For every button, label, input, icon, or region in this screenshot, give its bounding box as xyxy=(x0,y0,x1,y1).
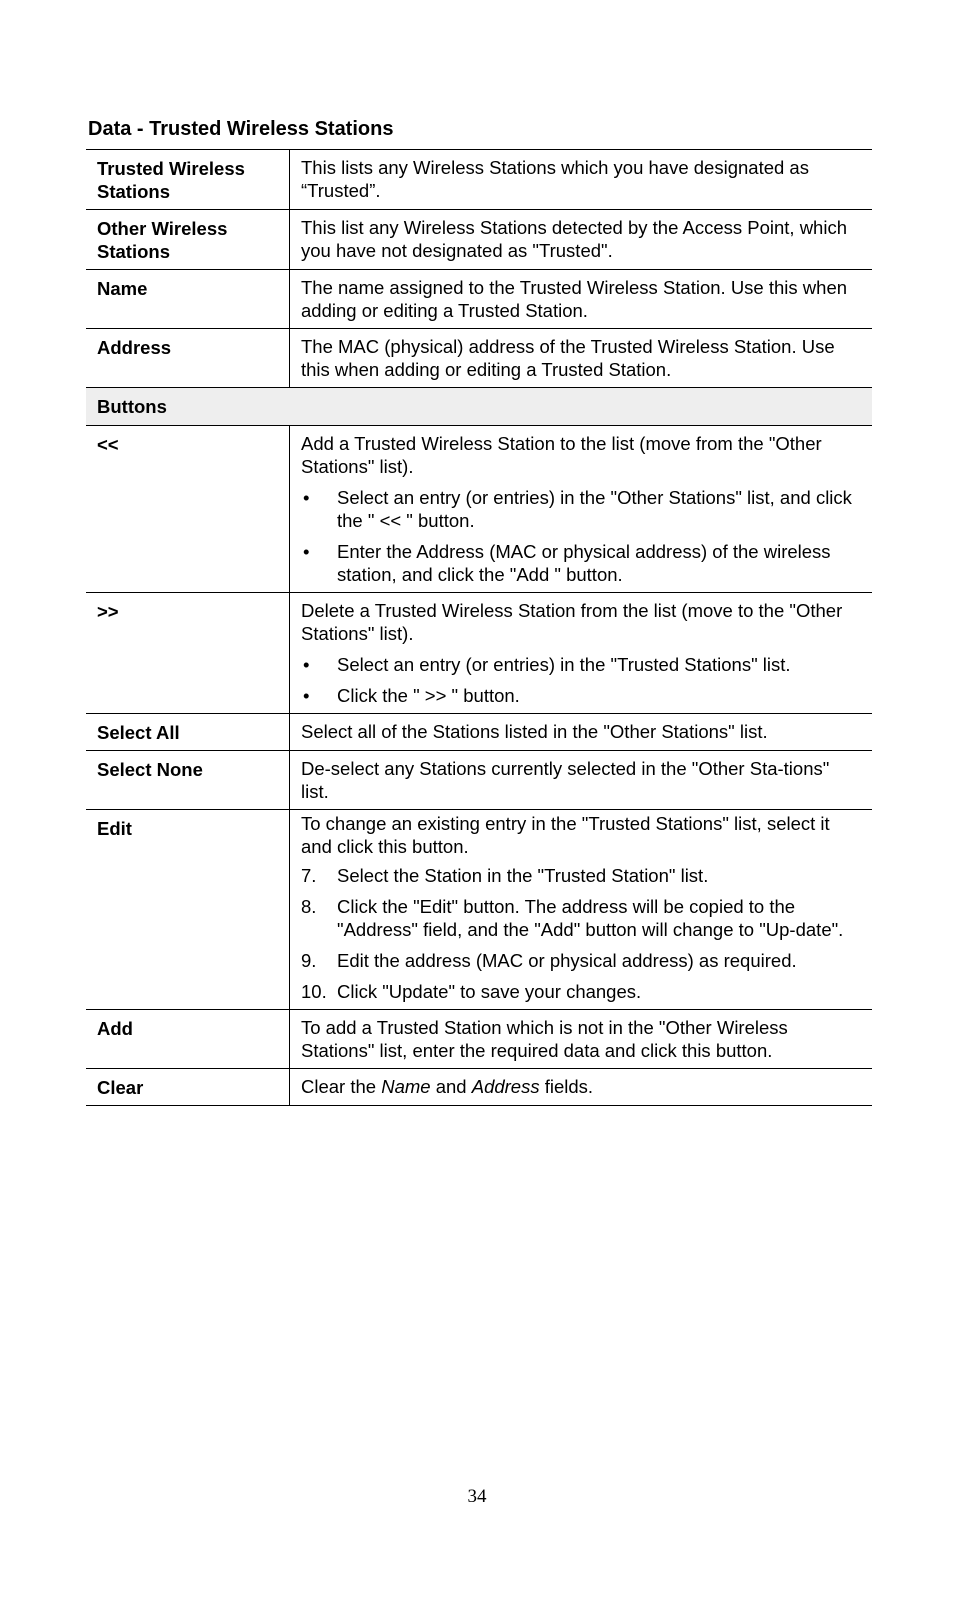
bullet-list xyxy=(301,486,858,586)
table-row xyxy=(86,210,872,270)
desc-clear xyxy=(290,1069,873,1106)
list-item-text: Select an entry (or entries) in the "Other Stations" list, and click the " << " button. xyxy=(337,487,852,531)
desc-trusted-wireless-stations: This lists any Wireless Stations which you have designated as “Trusted”. xyxy=(290,150,873,210)
list-item xyxy=(301,486,858,532)
clear-text-after: fields. xyxy=(539,1076,594,1097)
list-item-text: Select an entry (or entries) in the "Trusted Stations" list. xyxy=(337,654,791,675)
term-add-to-trusted: << xyxy=(86,426,290,593)
table-row xyxy=(86,714,872,751)
desc-select-all: Select all of the Stations listed in the "Other Stations" list. xyxy=(290,714,873,751)
list-item-text: Click the " >> " button. xyxy=(337,685,520,706)
term-select-all: Select All xyxy=(86,714,290,751)
desc-intro: Delete a Trusted Wireless Station from the list (move to the "Other Stations" list). xyxy=(301,600,843,644)
step-number: 9. xyxy=(301,950,317,971)
term-select-none: Select None xyxy=(86,751,290,810)
clear-text-before: Clear the xyxy=(301,1076,382,1097)
desc-edit xyxy=(290,810,873,1010)
clear-address-word: Address xyxy=(471,1076,540,1097)
list-item-text: Select the Station in the "Trusted Station" list. xyxy=(337,865,709,886)
table-row xyxy=(86,150,872,210)
list-item-text: Click the "Edit" button. The address will be copied to the "Address" field, and the "Add" button will change to "Up-date". xyxy=(337,896,844,940)
section-title: Buttons xyxy=(86,388,872,426)
table-row xyxy=(86,751,872,810)
list-item-text: Click "Update" to save your changes. xyxy=(337,981,642,1002)
list-item-text: Enter the Address (MAC or physical address) of the wireless station, and click the "Add " button. xyxy=(337,541,831,585)
page-heading: Data - Trusted Wireless Stations xyxy=(88,118,394,140)
desc-intro: Add a Trusted Wireless Station to the list (move from the "Other Stations" list). xyxy=(301,433,822,477)
clear-text-and: and xyxy=(430,1076,472,1097)
list-item-text: Edit the address (MAC or physical address) as required. xyxy=(337,950,797,971)
term-clear: Clear xyxy=(86,1069,290,1106)
list-item xyxy=(301,895,858,941)
list-item xyxy=(301,980,858,1003)
step-number: 10. xyxy=(301,981,327,1002)
bullet-mark: • xyxy=(303,541,310,562)
list-item xyxy=(301,949,858,972)
table-row xyxy=(86,1010,872,1069)
bullet-list xyxy=(301,653,858,707)
list-item xyxy=(301,653,858,676)
step-number: 8. xyxy=(301,896,317,917)
desc-add-to-trusted xyxy=(290,426,873,593)
definitions-table xyxy=(86,149,872,1106)
bullet-mark: • xyxy=(303,487,310,508)
list-item xyxy=(301,540,858,586)
table-row xyxy=(86,1069,872,1106)
desc-remove-from-trusted xyxy=(290,593,873,714)
bullet-mark: • xyxy=(303,654,310,675)
term-trusted-wireless-stations: Trusted Wireless Stations xyxy=(86,150,290,210)
term-edit: Edit xyxy=(86,810,290,1010)
bullet-mark: • xyxy=(303,685,310,706)
desc-address: The MAC (physical) address of the Trusted Wireless Station. Use this when adding or editing a Trusted Station. xyxy=(290,329,873,388)
table-row xyxy=(86,810,872,1010)
desc-other-wireless-stations: This list any Wireless Stations detected by the Access Point, which you have not designated as "Trusted". xyxy=(290,210,873,270)
step-number: 7. xyxy=(301,865,317,886)
term-name: Name xyxy=(86,270,290,329)
table-row xyxy=(86,426,872,593)
term-add: Add xyxy=(86,1010,290,1069)
list-item xyxy=(301,684,858,707)
desc-name: The name assigned to the Trusted Wireless Station. Use this when adding or editing a Trusted Station. xyxy=(290,270,873,329)
term-other-wireless-stations: Other Wireless Stations xyxy=(86,210,290,270)
table-row xyxy=(86,593,872,714)
page-number: 34 xyxy=(467,1486,487,1507)
term-remove-from-trusted: >> xyxy=(86,593,290,714)
desc-add: To add a Trusted Station which is not in the "Other Wireless Stations" list, enter the required data and click this button. xyxy=(290,1010,873,1069)
table-row xyxy=(86,329,872,388)
list-item xyxy=(301,864,858,887)
term-address: Address xyxy=(86,329,290,388)
desc-select-none: De-select any Stations currently selected in the "Other Sta-tions" list. xyxy=(290,751,873,810)
clear-name-word: Name xyxy=(381,1076,431,1097)
desc-intro: To change an existing entry in the "Trusted Stations" list, select it and click this button. xyxy=(301,813,830,857)
numbered-list xyxy=(301,864,858,1003)
table-row xyxy=(86,270,872,329)
section-header-buttons xyxy=(86,388,872,426)
